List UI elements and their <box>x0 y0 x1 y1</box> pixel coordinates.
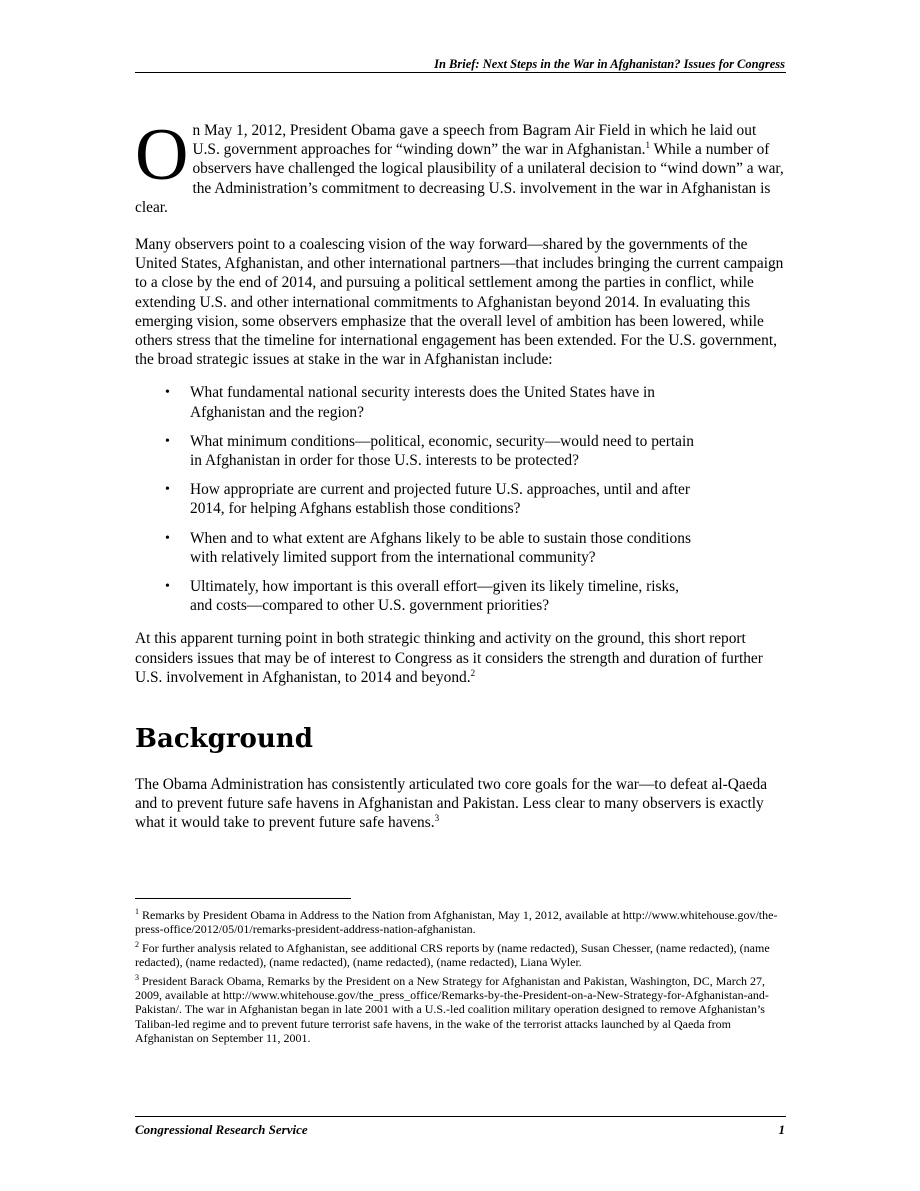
strategic-questions-list <box>135 383 786 615</box>
question-text: What fundamental national security interests does the United States have in Afghanistan and the region? <box>190 384 656 421</box>
footnote-text: Remarks by President Obama in Address to the Nation from Afghanistan, May 1, 2012, available at http://www.whitehouse.gov/the-press-office/2012/05/01/remarks-president-address-nation-afghanistan. <box>135 908 778 937</box>
footer-rule <box>135 1116 786 1117</box>
list-item <box>135 480 700 518</box>
list-item <box>135 529 700 567</box>
footer-publisher: Congressional Research Service <box>135 1122 308 1137</box>
strategy-paragraph: Many observers point to a coalescing vision of the way forward—shared by the governments of the United States, Afghanistan, and other international partners—that includes bringing the current campaign to a close by the end of 2014, and pursuing a political settlement among the parties in conflict, while extending U.S. and other international commitments to Afghanistan beyond 2014. In evaluating this emerging vision, some observers emphasize that the overall level of ambition has been lowered, while others stress that the timeline for international engagement has been extended. For the U.S. government, the broad strategic issues at stake in the war in Afghanistan include: <box>135 236 784 369</box>
intro-text-part1: n May 1, 2012, President Obama gave a speech from Bagram Air Field in which he laid out U.S. government approaches for “winding down” the war in Afghanistan. <box>192 122 757 159</box>
list-item <box>135 383 700 421</box>
header-rule <box>135 72 786 73</box>
bullet-icon: • <box>165 433 170 449</box>
running-header: In Brief: Next Steps in the War in Afghanistan? Issues for Congress <box>434 57 785 71</box>
question-text: When and to what extent are Afghans likely to be able to sustain those conditions with relatively limited support from the international community? <box>190 529 691 566</box>
intro-text-part2: While a number of observers have challenged the logical plausibility of a unilateral decision to “wind down” a war, the Administration’s commitment to decreasing U.S. involvement in the war in Afghanistan is clear. <box>135 141 784 216</box>
footnote-2 <box>135 941 786 970</box>
question-text: What minimum conditions—political, economic, security—would need to pertain in Afghanistan in order for those U.S. interests to be protected? <box>190 432 694 470</box>
main-content <box>135 114 786 833</box>
footnotes <box>135 908 786 1050</box>
bullet-icon: • <box>165 579 170 595</box>
drop-cap: O <box>135 114 189 196</box>
bullet-icon: • <box>165 482 170 498</box>
turning-point-text: At this apparent turning point in both strategic thinking and activity on the ground, this short report considers issues that may be of interest to Congress as it considers the strength and duration of further U.S. involvement in Afghanistan, to 2014 and beyond. <box>135 630 763 686</box>
section-heading-background: Background <box>135 724 313 755</box>
background-text: The Obama Administration has consistently articulated two core goals for the war—to defeat al-Qaeda and to prevent future safe havens in Afghanistan and Pakistan. Less clear to many observers is exactly what it would take to prevent future safe havens. <box>135 776 768 832</box>
turning-point-paragraph <box>135 629 786 687</box>
list-item <box>135 432 700 470</box>
intro-paragraph <box>135 114 786 217</box>
footnote-1 <box>135 908 786 937</box>
bullet-icon: • <box>165 530 170 546</box>
footnote-number: 1 <box>135 907 139 916</box>
footnote-ref-2[interactable]: 2 <box>470 667 476 678</box>
footnote-number: 3 <box>135 972 139 982</box>
footnote-number: 2 <box>135 939 139 949</box>
footnote-rule <box>135 898 351 899</box>
question-text: Ultimately, how important is this overall effort—given its likely timeline, risks, and costs—compared to other U.S. government priorities? <box>190 578 680 615</box>
footnote-ref-3[interactable]: 3 <box>434 813 440 824</box>
page-number: 1 <box>778 1122 785 1137</box>
background-paragraph <box>135 775 786 833</box>
question-text: How appropriate are current and projected future U.S. approaches, until and after 2014, for helping Afghans establish those conditions? <box>190 481 690 518</box>
footnote-text: President Barack Obama, Remarks by the President on a New Strategy for Afghanistan and Pakistan, Washington, DC, March 27, 2009, available at http://www.whitehouse.gov/the_press_office/Remarks-by-the-President-on-a-New-Strategy-for-Afghanistan-and-Pakistan/. The war in Afghanistan began in late 2001 with a U.S.-led coalition military operation designed to remove Afghanistan’s Taliban-led regime and to prevent future terrorist safe havens, in the wake of the terrorist attacks launched by al Qaeda from Afghanistan on September 11, 2001. <box>135 973 769 1046</box>
list-item <box>135 577 700 615</box>
footnote-ref-1[interactable]: 1 <box>645 140 651 151</box>
footnote-3 <box>135 974 786 1046</box>
footnote-text: For further analysis related to Afghanistan, see additional CRS reports by (name redacted), Susan Chesser, (name redacted), (name redacted), (name redacted), (name redacted), (name redacted), (name redacted), Liana Wyler. <box>135 940 770 970</box>
bullet-icon: • <box>165 385 170 401</box>
